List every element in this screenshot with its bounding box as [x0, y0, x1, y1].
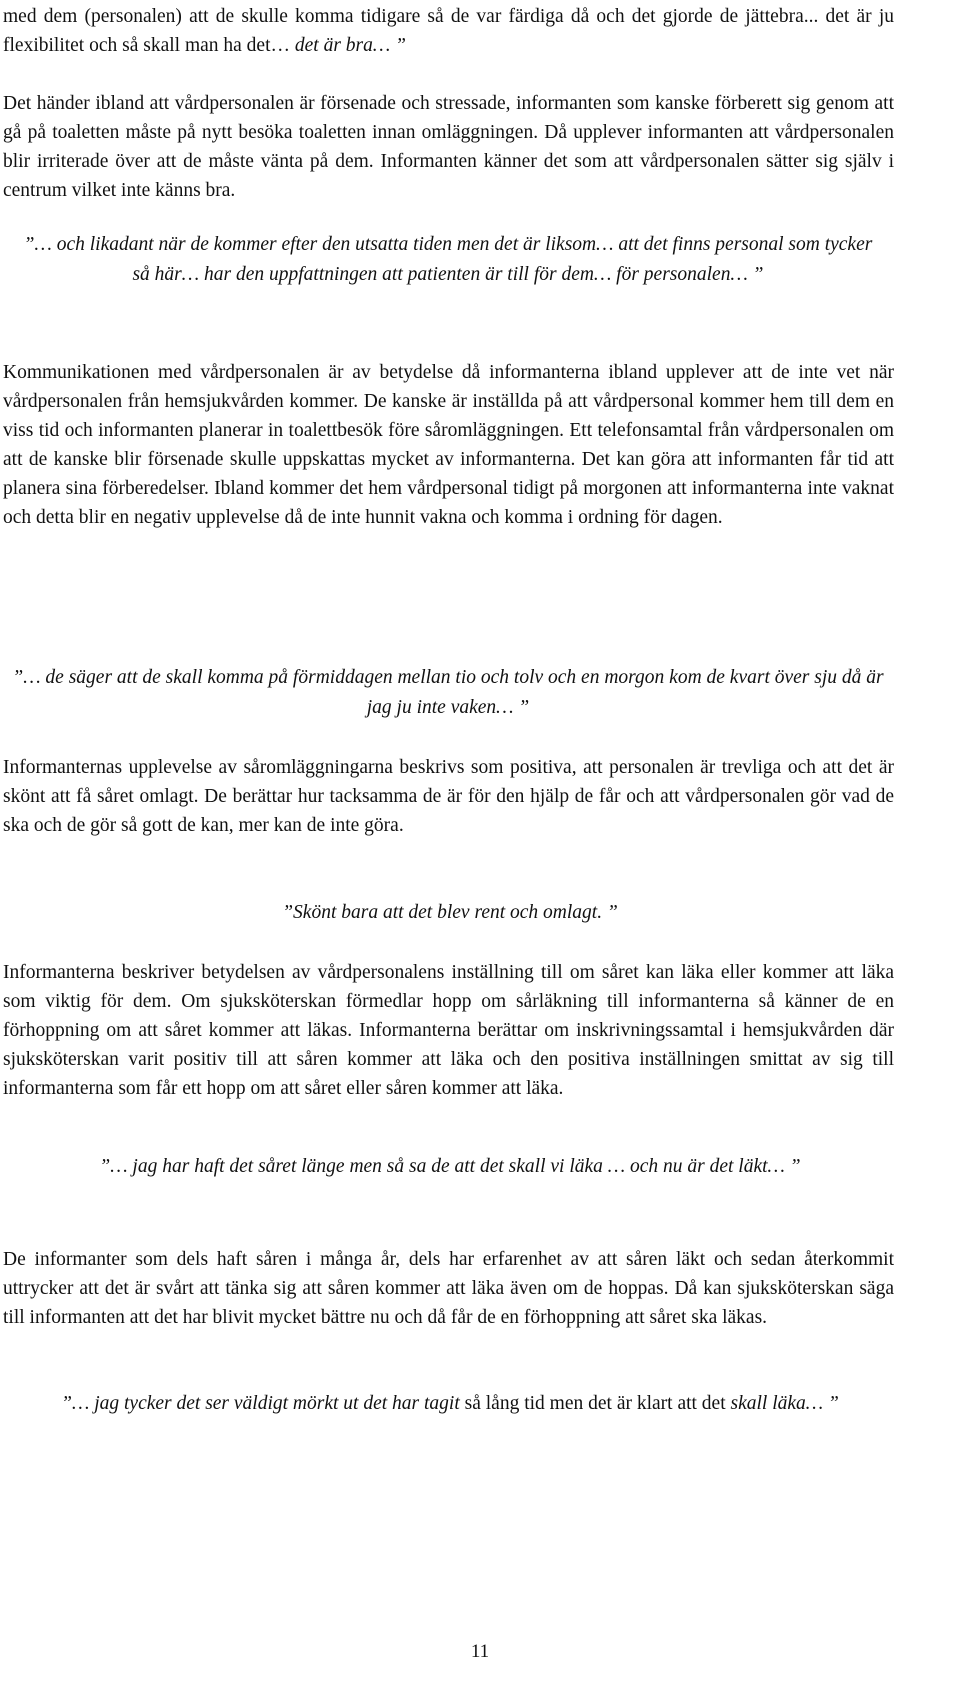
- quote-italic-end: skall läka… ”: [730, 1393, 839, 1414]
- quote-healed: ”… jag har haft det såret länge men så sa de att det skall vi läka … och nu är det läkt… ”: [99, 1156, 801, 1177]
- quote-personnel: ”… och likadant när de kommer efter den utsatta tiden men det är liksom… att det finns personal som tycker så här… har den uppfattningen att patienten är till för dem… för personalen… ”: [23, 234, 873, 285]
- quote-clean-wound: ”Skönt bara att det blev rent och omlagt. ”: [282, 902, 618, 923]
- paragraph-experience: Informanternas upplevelse av såromläggningarna beskrivs som positiva, att personalen är trevliga och att det är skönt att få såret omlagt. De berättar hur tacksamma de är för den hjälp de får och att vårdpersonalen gör vad de ska och de gör så gott de kan, mer kan de inte göra.: [3, 757, 894, 836]
- quote-fragment: det är bra… ”: [294, 35, 406, 56]
- quote-italic-part: ”… jag tycker det ser väldigt mörkt ut det har tagit: [61, 1393, 460, 1414]
- paragraph-attitude: Informanterna beskriver betydelsen av vårdpersonalens inställning till om såret kan läka eller kommer att läka som viktig för dem. Om sjuksköterskan förmedlar hopp om sårläkning till informanterna så känner de en förhoppning om att såret kommer att läkas. Informanterna berättar om inskrivningssamtal i hemsjukvården där sjuksköterskan varit positiv till att såren kommer att läka och den positiva inställningen smittat av sig till informanterna som får ett hopp om att såret eller såren kommer att läka.: [3, 962, 894, 1099]
- paragraph-hope: De informanter som dels haft såren i många år, dels har erfarenhet av att såren läkt och sedan återkommit uttrycker att det är svårt att tänka sig att såren kommer att läka även om de hoppas. Då kan sjuksköterskan säga till informanten att det har blivit mycket bättre nu och då får de en förhoppning att såret ska läkas.: [3, 1249, 894, 1328]
- quote-morning-visit: ”… de säger att de skall komma på förmiddagen mellan tio och tolv och en morgon kom de kvart över sju då är jag ju inte vaken… ”: [12, 667, 884, 718]
- paragraph-delay: Det händer ibland att vårdpersonalen är försenade och stressade, informanten som kanske förberett sig genom att gå på toaletten måste på nytt besöka toaletten innan omläggningen. Då upplever informanten att vårdpersonalen blir irriterade över att de måste vänta på dem. Informanten känner det som att vårdpersonalen sätter sig själv i centrum vilket inte känns bra.: [3, 93, 894, 201]
- paragraph-communication: Kommunikationen med vårdpersonalen är av betydelse då informanterna ibland upplever att de inte vet när vårdpersonalen från hemsjukvården kommer. De kanske är inställda på att vårdpersonal kommer hem till dem en viss tid och informanten planerar in toalettbesök före såromläggningen. Ett telefonsamtal från vårdpersonalen om att de kanske blir försenade skulle uppskattas mycket av informanterna. Det kan göra att informanten får tid att planera sina förberedelser. Ibland kommer det hem vårdpersonal tidigt på morgonen att informanterna inte vaknat och detta blir en negativ upplevelse då de inte hunnit vakna och komma i ordning för dagen.: [3, 362, 894, 528]
- paragraph-text: med dem (personalen) att de skulle komma tidigare så de var färdiga då och det gjorde de jättebra... det är ju flexibilitet och så skall man ha det…: [3, 6, 894, 56]
- quote-dark-outlook: [10, 1389, 890, 1419]
- paragraph-intro-continuation: [3, 2, 894, 60]
- page-number: 11: [470, 1641, 490, 1662]
- quote-upright-part: så lång tid men det är klart att det: [459, 1393, 731, 1414]
